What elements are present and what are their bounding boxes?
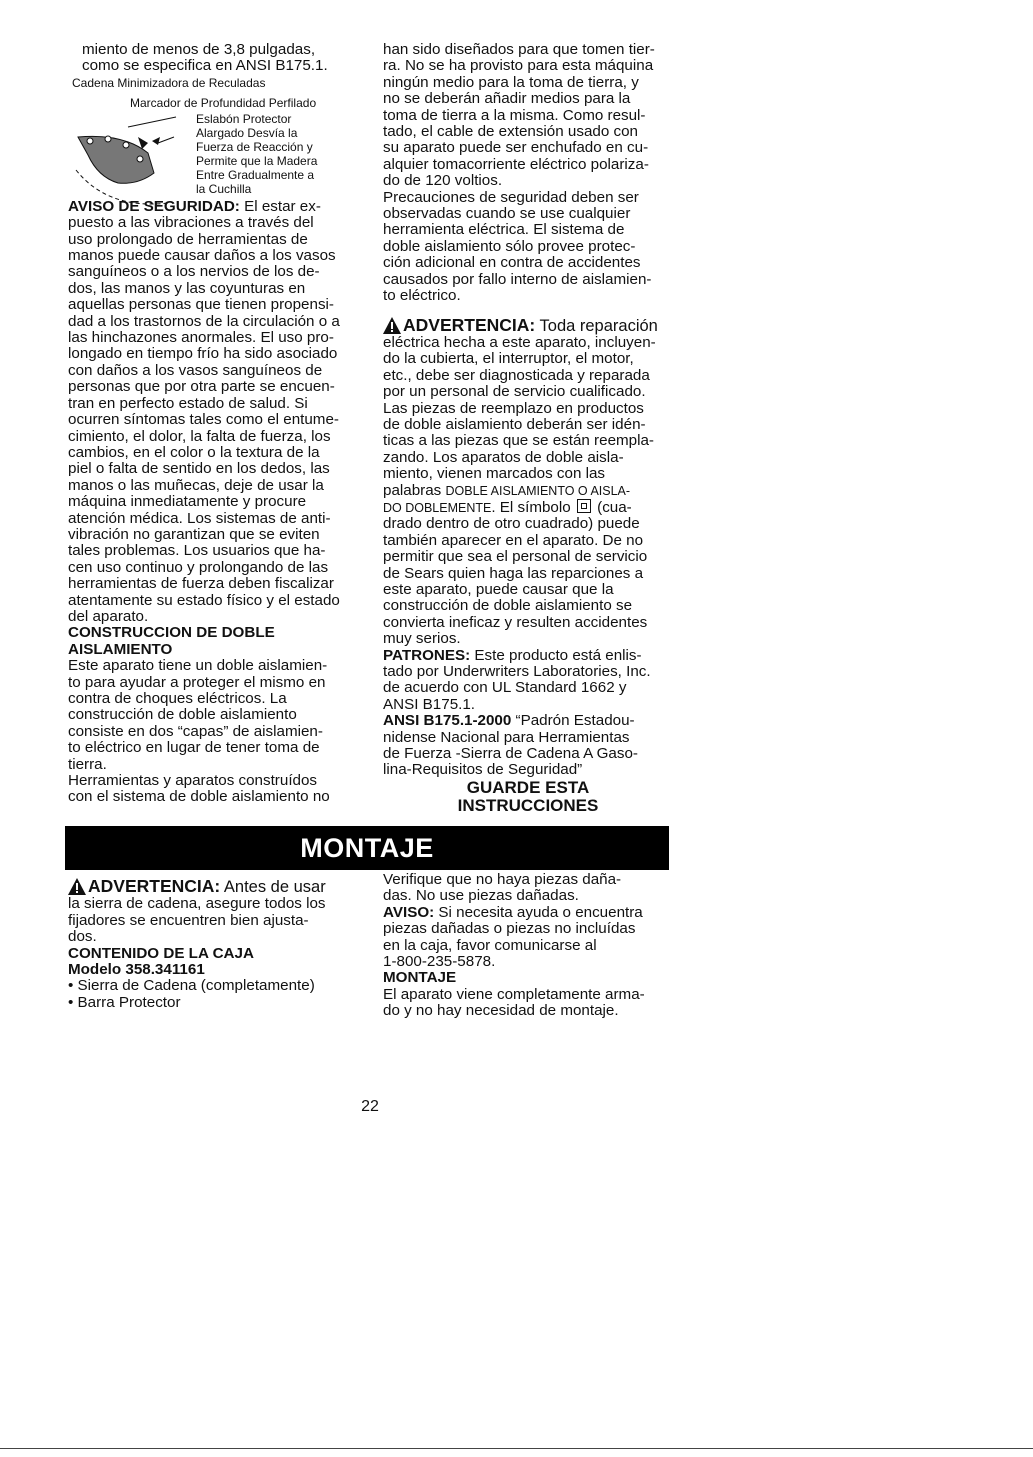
text-line: sanguíneos o a los nervios de los de- — [68, 263, 320, 281]
aviso-seguridad-text — [68, 215, 360, 625]
text-line: ción adicional en contra de accidentes — [383, 254, 641, 272]
text-line: “Padrón Estadou- — [511, 712, 635, 730]
text-line: El estar ex- — [239, 197, 321, 215]
text-line: ticas a las piezas que se están reempla- — [383, 432, 654, 450]
text-line: longado en tiempo frío ha sido asociado — [68, 345, 338, 363]
text-line: . El símbolo — [491, 498, 575, 516]
text-line: no se deberán añadir medios para la — [383, 90, 631, 108]
text-line: zando. Los aparatos de doble aisla- — [383, 448, 624, 466]
ansi-label: ANSI B175.1-2000 — [383, 712, 512, 730]
text-line: la sierra de cadena, asegure todos los — [68, 895, 326, 913]
text-line: ningún medio para la toma de tierra, y — [383, 73, 639, 91]
text-line: permitir que sea el personal de servicio — [383, 548, 648, 566]
list-item: • Barra Protector — [68, 993, 181, 1011]
small-caps-text: DOBLE AISLAMIENTO O AISLA- — [445, 483, 631, 498]
text-line: Verifique que no haya piezas daña- — [383, 871, 622, 888]
text-line: tado, el cable de extensión usado con — [383, 123, 638, 141]
text-line: este aparato, puede causar que la — [383, 581, 614, 598]
text-line: eléctrica hecha a este aparato, incluyen- — [383, 333, 656, 351]
figure-label-link: la Cuchilla — [196, 181, 252, 196]
text-line: con daños a los vasos sanguíneos de — [68, 361, 323, 379]
right-column — [383, 42, 673, 815]
text-line: do y no hay necesidad de montaje. — [383, 1002, 619, 1020]
figure-label-link: Permite que la Madera — [196, 153, 318, 168]
text-line: cimiento, el dolor, la falta de fuerza, los — [68, 427, 331, 445]
text-line: doble aislamiento sólo provee protec- — [383, 237, 636, 255]
text-line: Toda reparación — [535, 316, 658, 335]
text-line: dad a los trastornos de la circulación o a — [68, 312, 340, 330]
text-line: piel o falta de sentido en los dedos, las — [68, 460, 330, 478]
figure-label-marker: Marcador de Profundidad Perfilado — [130, 95, 317, 110]
text-line: Las piezas de reemplazo en productos — [383, 399, 644, 417]
text-line: nidense Nacional para Herramientas — [383, 728, 630, 746]
bottom-right-column — [383, 872, 673, 1020]
text-line: lina-Requisitos de Seguridad” — [383, 761, 583, 779]
text-line: Antes de usar — [220, 878, 326, 896]
text-line: de doble aislamiento deberán ser idén- — [383, 415, 646, 433]
text-line: etc., debe ser diagnosticada y reparada — [383, 366, 650, 384]
text-line: muy serios. — [383, 630, 461, 648]
aviso-label: AVISO: — [383, 903, 435, 921]
montaje-heading: MONTAJE — [383, 969, 457, 987]
continuation-text — [383, 42, 673, 305]
advertencia-label: ADVERTENCIA: — [88, 876, 221, 896]
text-line: herramienta eléctrica. El sistema de — [383, 221, 625, 239]
text-line: das. No use piezas dañadas. — [383, 887, 579, 905]
text-line: máquina inmediatamente y procure — [68, 493, 307, 511]
text-line: dos. — [68, 928, 97, 946]
text-line: manos o las muñecas, deje de usar la — [68, 476, 324, 494]
text-line: puesto a las vibraciones a través del — [68, 214, 314, 232]
construccion-heading: CONSTRUCCION DE DOBLE — [68, 624, 275, 642]
text-line: 1-800-235-5878. — [383, 953, 496, 971]
text-line: del aparato. — [68, 607, 149, 625]
text-line: Este aparato tiene un doble aislamien- — [68, 657, 328, 675]
construccion-heading: AISLAMIENTO — [68, 640, 173, 658]
text-line: construcción de doble aislamiento se — [383, 597, 633, 615]
text-line: atención médica. Los sistemas de anti- — [68, 509, 331, 527]
left-column — [68, 42, 360, 806]
text-line: observadas cuando se use cualquier — [383, 205, 631, 223]
text-line: tierra. — [68, 755, 107, 773]
text-line: alquier tomacorriente eléctrico polariza- — [383, 155, 649, 173]
small-caps-text: DO DOBLEMENTE — [383, 500, 492, 515]
text-line: El aparato viene completamente arma- — [383, 985, 645, 1003]
figure-label-link: Entre Gradualmente a — [196, 167, 315, 182]
text-line: tran en perfecto estado de salud. Si — [68, 394, 308, 412]
modelo-number: Modelo 358.341161 — [68, 961, 205, 979]
text-line: construcción de doble aislamiento — [68, 706, 297, 724]
text-line: han sido diseñados para que tomen tier- — [383, 41, 655, 58]
text-line: cambios, en el color o la textura de la — [68, 443, 320, 461]
figure-title: Cadena Minimizadora de Reculadas — [72, 75, 266, 90]
patrones-label: PATRONES: — [383, 646, 471, 664]
contenido-heading: CONTENIDO DE LA CAJA — [68, 944, 254, 962]
text-line: ra. No se ha provisto para esta máquina — [383, 57, 654, 75]
text-line: to eléctrico en lugar de tener toma de — [68, 739, 320, 757]
construccion-text — [68, 658, 360, 806]
text-line: Precauciones de seguridad deben ser — [383, 188, 639, 206]
advertencia-label: ADVERTENCIA: — [403, 314, 536, 335]
text-line: personas que por otra parte se encuen- — [68, 378, 335, 396]
text-line: en la caja, favor comunicarse al — [383, 936, 597, 954]
text-line: palabras — [383, 481, 446, 499]
text-line: contra de choques eléctricos. La — [68, 690, 287, 707]
intro-line: como se especifica en ANSI B175.1. — [82, 57, 328, 75]
figure-label-link: Fuerza de Reacción y — [196, 139, 313, 154]
text-line: tales problemas. Los usuarios que ha- — [68, 542, 326, 560]
text-line: cen uso continuo y prolongando de las — [68, 558, 329, 576]
chain-figure — [68, 77, 360, 227]
text-line: (cua- — [592, 498, 632, 516]
text-line: Si necesita ayuda o encuentra — [434, 903, 643, 921]
text-line: las hinchazones anormales. El uso pro- — [68, 329, 334, 347]
text-line: to para ayudar a proteger el mismo en — [68, 673, 326, 691]
text-line: toma de tierra a la misma. Como resul- — [383, 106, 646, 124]
text-line: ANSI B175.1. — [383, 695, 476, 713]
text-line: dos, las manos y las coyunturas en — [68, 279, 306, 297]
page-bottom-rule — [0, 1448, 1033, 1449]
advertencia-text — [383, 335, 673, 648]
text-line: drado dentro de otro cuadrado) puede — [383, 515, 640, 533]
text-line: tado por Underwriters Laboratories, Inc. — [383, 663, 651, 681]
text-line: por un personal de servicio cualificado. — [383, 383, 646, 401]
intro-line: miento de menos de 3,8 pulgadas, — [82, 41, 316, 58]
montaje-banner: MONTAJE — [65, 826, 669, 870]
figure-label-link: Eslabón Protector — [196, 111, 292, 126]
aviso-seguridad-label: AVISO DE SEGURIDAD: — [68, 197, 240, 215]
text-line: do de 120 voltios. — [383, 172, 503, 190]
warning-icon — [68, 878, 86, 895]
text-line: con el sistema de doble aislamiento no — [68, 788, 330, 806]
text-line: ocurren síntomas tales como el entume- — [68, 411, 339, 429]
warning-icon — [383, 317, 401, 334]
text-line: piezas dañadas o piezas no incluídas — [383, 920, 636, 938]
text-line: fijadores se encuentren bien ajusta- — [68, 911, 309, 929]
text-line: también aparecer en el aparato. De no — [383, 531, 644, 549]
text-line: Herramientas y aparatos construídos — [68, 772, 318, 790]
text-line: aquellas personas que tienen propensi- — [68, 296, 334, 314]
text-line: vibración no garantizan que se eviten — [68, 525, 320, 543]
double-insulation-icon — [577, 499, 591, 513]
list-item: • Sierra de Cadena (completamente) — [68, 977, 315, 995]
text-line: consiste en dos “capas” de aislamien- — [68, 722, 323, 740]
text-line: de Sears quien haga las reparciones a — [383, 564, 644, 582]
text-line: de acuerdo con UL Standard 1662 y — [383, 679, 627, 697]
bottom-left-column — [68, 878, 360, 1011]
text-line: atentamente su estado físico y el estado — [68, 591, 340, 609]
text-line: manos puede causar daños a los vasos — [68, 247, 336, 265]
figure-label-link: Alargado Desvía la — [196, 125, 298, 140]
text-line: convierta ineficaz y resulten accidentes — [383, 613, 648, 631]
text-line: miento, vienen marcados con las — [383, 465, 606, 483]
text-line: to eléctrico. — [383, 287, 461, 305]
page-number: 22 — [361, 1098, 379, 1115]
guarde-heading: INSTRUCCIONES — [457, 795, 599, 815]
text-line: do la cubierta, el interruptor, el motor, — [383, 350, 634, 368]
text-line: herramientas de fuerza deben fiscalizar — [68, 575, 334, 593]
text-line: causados por fallo interno de aislamien- — [383, 270, 652, 288]
text-line: Este producto está enlis- — [470, 646, 642, 664]
text-line: uso prolongado de herramientas de — [68, 230, 308, 248]
chain-diagram — [68, 115, 193, 215]
guarde-heading: GUARDE ESTA — [466, 777, 590, 797]
text-line: de Fuerza -Sierra de Cadena A Gaso- — [383, 745, 638, 763]
text-line: su aparato puede ser enchufado en cu- — [383, 139, 649, 157]
